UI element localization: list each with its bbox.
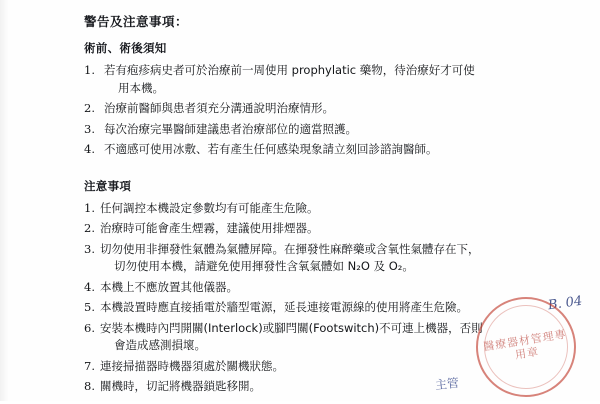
list-item [84, 141, 586, 159]
list-pre-post-op [84, 62, 586, 159]
list-item-text: 連接掃描器時機器須處於關機狀態。 [100, 358, 284, 373]
list-item [84, 121, 586, 139]
list-item-number: 7. [84, 358, 95, 373]
seal-text: 醫療器材管理專用章 [482, 327, 568, 362]
list-item-text: 本機上不應放置其他儀器。 [100, 279, 238, 294]
list-item-line-cont: 用本機。 [118, 80, 164, 95]
list-item-number: 2. [84, 221, 95, 235]
section-spacer [84, 162, 586, 178]
list-item-text: 關機時，切記將機器鎖匙移開。 [100, 379, 261, 393]
list-item-line: 若有疱疹病史者可於治療前一周使用 prophylatic 藥物，待治療好才可使 [104, 63, 475, 77]
list-item [84, 100, 586, 118]
list-item-text [104, 62, 586, 97]
page-title: 警告及注意事項： [84, 14, 189, 29]
list-item-number: 8. [84, 379, 95, 393]
list-item-number: 4. [84, 142, 95, 156]
list-item-number: 2. [84, 101, 95, 115]
list-item [84, 279, 586, 297]
list-item-number: 4. [84, 279, 95, 294]
list-item-text: 不適感可使用冰敷、若有產生任何感染現象請立刻回診諮詢醫師。 [104, 142, 438, 156]
handwritten-seal-note: 主管 [434, 375, 460, 393]
list-item-text: 任何調控本機設定參數均有可能產生危險。 [100, 200, 319, 215]
list-item-line: 切勿使用非揮發性氣體為氣體屏障。在揮發性麻醉藥或含氧性氣體存在下， [100, 241, 480, 256]
list-item-text: 治療前醫師與患者須充分溝通說明治療情形。 [104, 101, 334, 115]
handwritten-margin-note: B. 04 [546, 293, 583, 314]
section-heading-pre-post-op: 術前、術後須知 [84, 41, 167, 55]
list-item-number: 6. [84, 320, 95, 335]
page-edge-shadow [0, 0, 9, 401]
list-item-number: 3. [84, 121, 95, 136]
list-item [84, 241, 586, 276]
list-item-line-cont: 切勿使用本機，請避免使用揮發性含氧氣體如 N₂O 及 O₂。 [114, 259, 414, 273]
list-item-number: 1. [84, 63, 95, 77]
list-item-number: 5. [84, 300, 95, 314]
list-item-number: 3. [84, 241, 95, 256]
list-item [84, 200, 586, 218]
list-item-number: 1. [84, 200, 95, 215]
list-item-line: 安裝本機時內閂開關(Interlock)或腳閂關(Footswitch)不可連上機器，否則 [100, 320, 483, 335]
list-item [84, 220, 586, 238]
list-item-text: 治療時可能會產生煙霧，建議使用排煙器。 [100, 221, 319, 235]
list-item-text: 每次治療完畢醫師建議患者治療部位的適當照護。 [104, 121, 357, 136]
list-item-text [100, 241, 586, 276]
section-heading-precautions: 注意事項 [84, 178, 132, 193]
list-item-line-cont: 會造成感測損壞。 [114, 338, 206, 352]
list-item-text: 本機設置時應直接插電於牆型電源，延長連接電源線的使用將產生危險。 [100, 300, 468, 314]
list-item [84, 62, 586, 97]
